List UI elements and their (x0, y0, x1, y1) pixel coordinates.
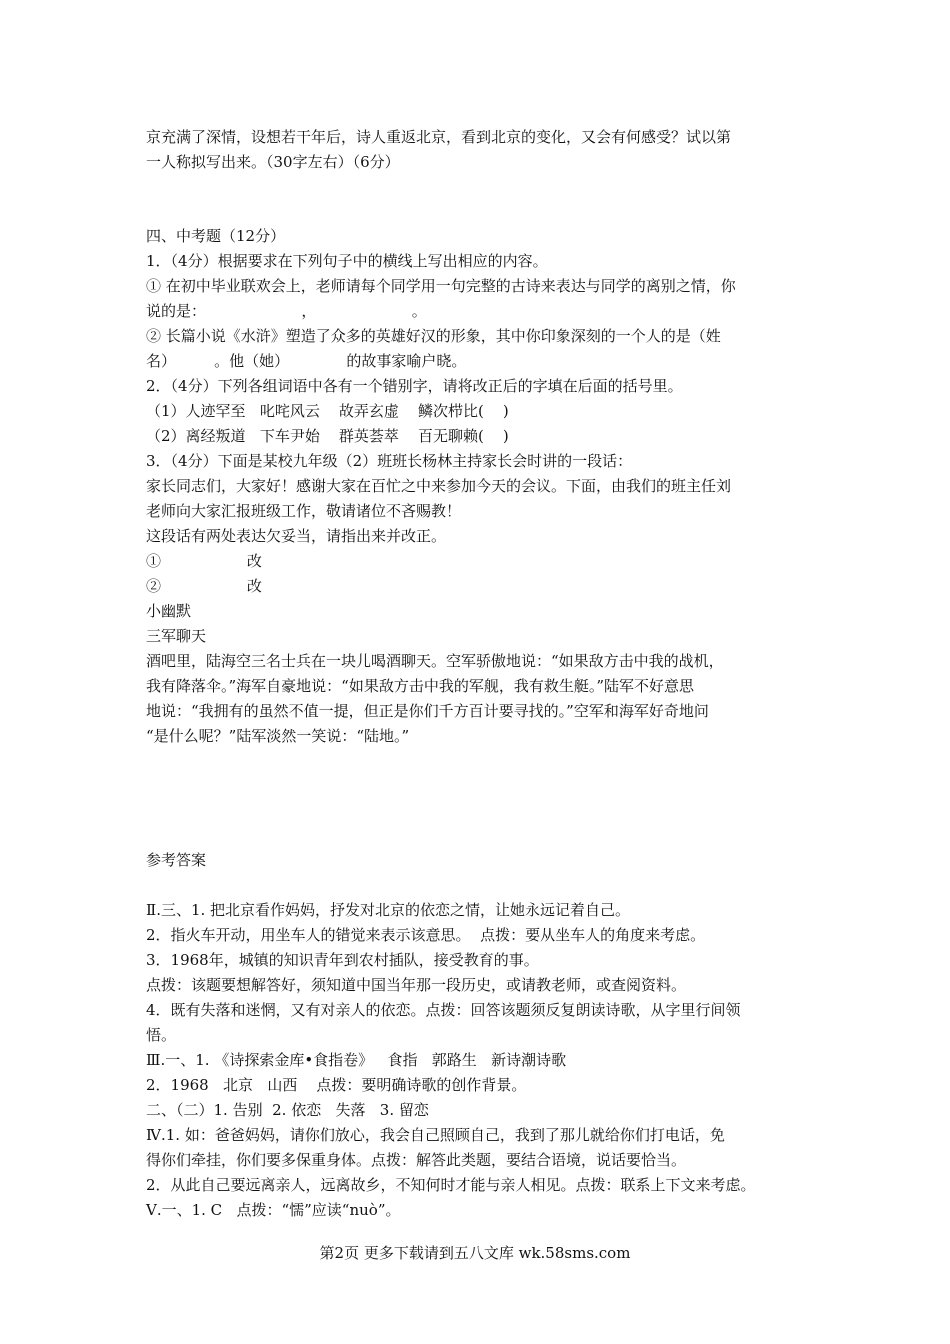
answers-heading: 参考答案 (146, 851, 207, 869)
answer-line: 二、（二）1. 告别 2. 依恋 失落 3. 留恋 (146, 1101, 429, 1119)
answer-line: 4．既有失落和迷惘，又有对亲人的依恋。点拨：回答该题须反复朗读诗歌，从字里行间领 (146, 1001, 741, 1019)
section-heading: 四、中考题（12分） (146, 227, 286, 245)
question-3-prompt: 这段话有两处表达欠妥当，请指出来并改正。 (146, 527, 447, 545)
answer-line: Ⅴ.一、1. C 点拨：“懦”应读“nuò”。 (146, 1201, 401, 1219)
question-2-row-2: （2）离经叛道 下车尹始 群英荟萃 百无聊赖( ) (146, 427, 509, 445)
answer-line: Ⅱ.三、1. 把北京看作妈妈，抒发对北京的依恋之情，让她永远记着自己。 (146, 901, 631, 919)
answer-line: 得你们牵挂，你们要多保重身体。点拨：解答此类题，要结合语境，说话要恰当。 (146, 1151, 687, 1169)
humor-line-2: 我有降落伞。”海军自豪地说：“如果敌方击中我的军舰，我有救生艇。”陆军不好意思 (146, 677, 695, 695)
answer-line: 3．1968年，城镇的知识青年到农村插队，接受教育的事。 (146, 951, 539, 969)
answer-line: Ⅲ.一、1. 《诗探索金库•食指卷》 食指 郭路生 新诗潮诗歌 (146, 1051, 567, 1069)
answer-line: 点拨：该题要想解答好，须知道中国当年那一段历史，或请教老师，或查阅资料。 (146, 976, 687, 994)
answer-line: 2．指火车开动，用坐车人的错觉来表示该意思。 点拨：要从坐车人的角度来考虑。 (146, 926, 706, 944)
question-1-item-1: ① 在初中毕业联欢会上，老师请每个同学用一句完整的古诗来表达与同学的离别之情，你 (146, 277, 736, 295)
question-2-row-1: （1）人迹罕至 叱咤风云 故弄玄虚 鳞次栉比( ) (146, 402, 509, 420)
question-1-item-1-answer: 说的是： ， 。 (146, 302, 427, 320)
humor-line-3: 地说：“我拥有的虽然不值一提，但正是你们千方百计要寻找的。”空军和海军好奇地问 (146, 702, 709, 720)
question-3-speech-2: 老师向大家汇报班级工作，敬请诸位不吝赐教！ (146, 502, 462, 520)
answer-line: 2．从此自己要远离亲人，远离故乡，不知何时才能与亲人相见。点拨：联系上下文来考虑。 (146, 1176, 756, 1194)
answer-line: Ⅳ.1. 如：爸爸妈妈，请你们放心，我会自己照顾自己，我到了那儿就给你们打电话，免 (146, 1126, 725, 1144)
answer-line: 2．1968 北京 山西 点拨：要明确诗歌的创作背景。 (146, 1076, 527, 1094)
intro-line-2: 一人称拟写出来。（30字左右）（6分） (146, 153, 400, 171)
intro-line-1: 京充满了深情，设想若干年后，诗人重返北京，看到北京的变化，又会有何感受？试以第 (146, 128, 732, 146)
question-1-title: 1．（4分）根据要求在下列句子中的横线上写出相应的内容。 (146, 252, 548, 270)
question-3-blank-2: ② 改 (146, 577, 262, 595)
answer-line: 悟。 (146, 1026, 177, 1044)
page-footer: 第2页 更多下载请到五八文库 wk.58sms.com (319, 1244, 631, 1262)
humor-title: 三军聊天 (146, 627, 207, 645)
question-1-item-2: ② 长篇小说《水浒》塑造了众多的英雄好汉的形象，其中你印象深刻的一个人的是（姓 (146, 327, 721, 345)
humor-label: 小幽默 (146, 602, 192, 620)
question-3-blank-1: ① 改 (146, 552, 262, 570)
question-2-title: 2．（4分）下列各组词语中各有一个错别字，请将改正后的字填在后面的括号里。 (146, 377, 683, 395)
humor-line-4: “是什么呢？”陆军淡然一笑说：“陆地。” (146, 727, 410, 745)
question-3-title: 3．（4分）下面是某校九年级（2）班班长杨林主持家长会时讲的一段话： (146, 452, 633, 470)
question-3-speech-1: 家长同志们，大家好！感谢大家在百忙之中来参加今天的会议。下面，由我们的班主任刘 (146, 477, 732, 495)
question-1-item-2-answer: 名） 。他（她） 的故事家喻户晓。 (146, 352, 467, 370)
humor-line-1: 酒吧里，陆海空三名士兵在一块儿喝酒聊天。空军骄傲地说：“如果敌方击中我的战机， (146, 652, 724, 670)
